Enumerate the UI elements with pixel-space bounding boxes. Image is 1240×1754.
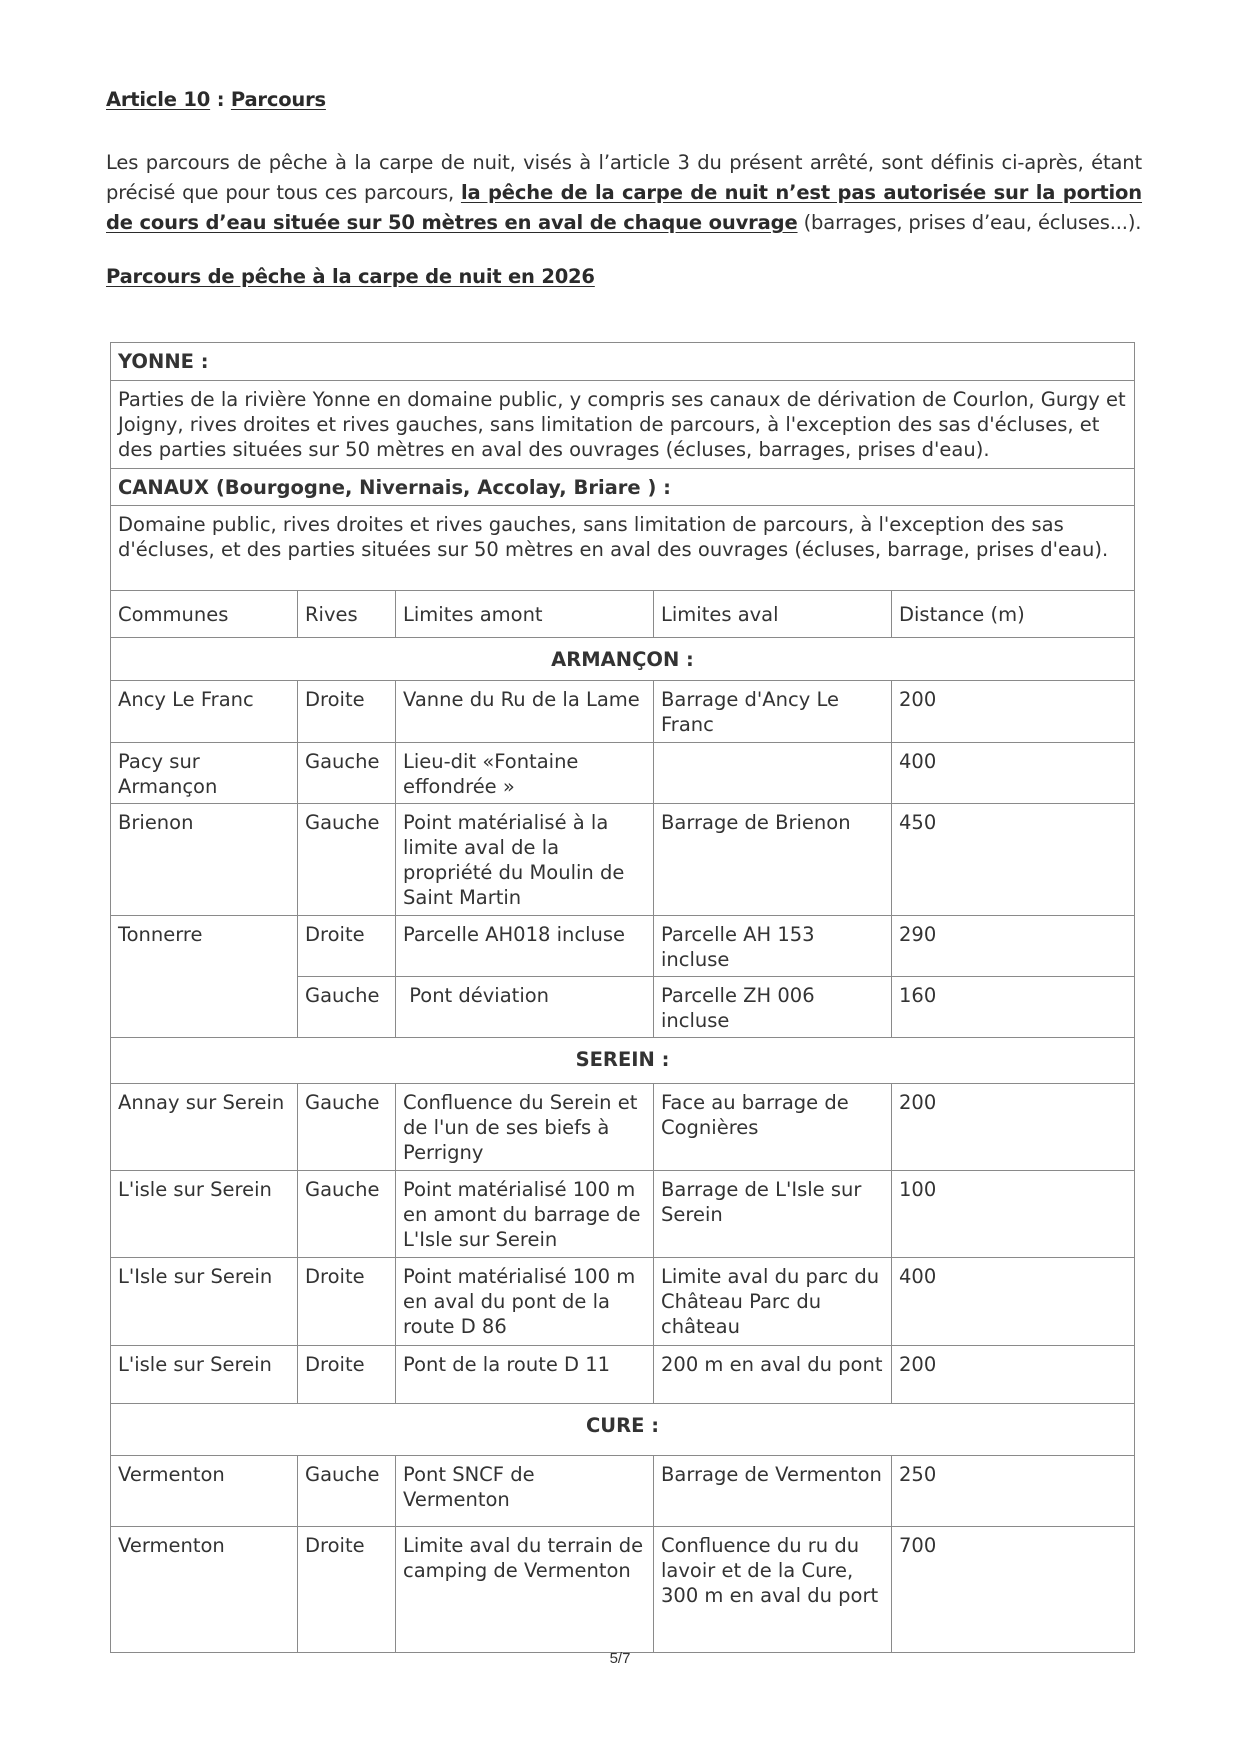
river-section-serein: SEREIN : — [111, 1038, 1135, 1084]
intro-paragraph — [106, 148, 1142, 238]
cell-commune: Tonnerre — [111, 916, 298, 1038]
cell-rive: Gauche — [298, 1171, 396, 1258]
cell-limite-aval: Barrage d'Ancy Le Franc — [654, 681, 892, 743]
cell-rive: Droite — [298, 1346, 396, 1404]
cell-limite-amont: Point matérialisé 100 m en amont du barrage de L'Isle sur Serein — [396, 1171, 654, 1258]
cell-commune: Vermenton — [111, 1527, 298, 1653]
cell-limite-aval: Barrage de L'Isle sur Serein — [654, 1171, 892, 1258]
table-row — [111, 1527, 1135, 1653]
cell-distance: 290 — [892, 916, 1135, 977]
cell-limite-aval: Face au barrage de Cognières — [654, 1084, 892, 1171]
cell-commune: Vermenton — [111, 1456, 298, 1527]
table-row — [111, 743, 1135, 804]
intro-text-before: Les parcours de pêche à la carpe de nuit, visés à l’article 3 du présent arrêté, sont définis ci-après, étant précisé que pour tous ces parcours, — [106, 151, 1142, 204]
article-title: Parcours — [230, 88, 326, 111]
cell-limite-aval: 200 m en aval du pont — [654, 1346, 892, 1404]
cell-distance: 200 — [892, 681, 1135, 743]
column-header-distance: Distance (m) — [892, 591, 1135, 638]
table-row — [111, 804, 1135, 916]
river-section-cure: CURE : — [111, 1404, 1135, 1456]
article-heading — [106, 88, 326, 111]
cell-distance: 200 — [892, 1084, 1135, 1171]
table-header-row — [111, 591, 1135, 638]
page-number: 5/7 — [609, 1650, 631, 1667]
cell-limite-amont: Limite aval du terrain de camping de Vermenton — [396, 1527, 654, 1653]
canaux-title-row — [111, 469, 1135, 506]
table-row — [111, 1171, 1135, 1258]
cell-distance: 700 — [892, 1527, 1135, 1653]
cell-distance: 100 — [892, 1171, 1135, 1258]
column-header-communes: Communes — [111, 591, 298, 638]
cell-distance: 400 — [892, 1258, 1135, 1346]
canaux-description-row — [111, 506, 1135, 591]
table-row — [111, 1258, 1135, 1346]
cell-commune: Ancy Le Franc — [111, 681, 298, 743]
routes-subheading: Parcours de pêche à la carpe de nuit en 2026 — [106, 265, 595, 288]
cell-distance: 250 — [892, 1456, 1135, 1527]
table-row — [111, 1456, 1135, 1527]
cell-rive: Gauche — [298, 743, 396, 804]
cell-limite-amont: Point matérialisé 100 m en aval du pont de la route D 86 — [396, 1258, 654, 1346]
cell-rive: Droite — [298, 1527, 396, 1653]
article-number: Article 10 — [106, 88, 211, 111]
column-header-limites-aval: Limites aval — [654, 591, 892, 638]
cell-commune: L'Isle sur Serein — [111, 1258, 298, 1346]
river-section-row — [111, 1038, 1135, 1084]
cell-distance: 400 — [892, 743, 1135, 804]
cell-limite-aval: Barrage de Brienon — [654, 804, 892, 916]
cell-distance: 200 — [892, 1346, 1135, 1404]
table-row — [111, 1084, 1135, 1171]
river-section-row — [111, 1404, 1135, 1456]
cell-limite-amont: Pont déviation — [396, 977, 654, 1038]
yonne-description: Parties de la rivière Yonne en domaine public, y compris ses canaux de dérivation de Courlon, Gurgy et Joigny, rives droites et rives gauches, sans limitation de parcours, à l'exception des sas d'écluses, et des parties situées sur 50 mètres en aval des ouvrages (écluses, barrages, prises d'eau). — [111, 381, 1135, 469]
yonne-description-row — [111, 381, 1135, 469]
cell-limite-amont: Vanne du Ru de la Lame — [396, 681, 654, 743]
yonne-title-row — [111, 343, 1135, 381]
cell-rive: Gauche — [298, 1084, 396, 1171]
cell-commune: Brienon — [111, 804, 298, 916]
canaux-title: CANAUX (Bourgogne, Nivernais, Accolay, Briare ) : — [111, 469, 1135, 506]
river-section-row — [111, 638, 1135, 681]
cell-rive: Gauche — [298, 1456, 396, 1527]
table-row — [111, 1346, 1135, 1404]
yonne-title: YONNE : — [111, 343, 1135, 381]
article-separator: : — [210, 88, 231, 111]
cell-limite-aval: Limite aval du parc du Château Parc du château — [654, 1258, 892, 1346]
intro-text-after: (barrages, prises d’eau, écluses...). — [797, 211, 1142, 234]
cell-rive: Droite — [298, 1258, 396, 1346]
cell-limite-aval: Confluence du ru du lavoir et de la Cure, 300 m en aval du port — [654, 1527, 892, 1653]
cell-limite-amont: Pont SNCF de Vermenton — [396, 1456, 654, 1527]
cell-limite-aval: Parcelle ZH 006 incluse — [654, 977, 892, 1038]
river-section-armancon: ARMANÇON : — [111, 638, 1135, 681]
cell-limite-amont: Lieu-dit «Fontaine effondrée » — [396, 743, 654, 804]
column-header-limites-amont: Limites amont — [396, 591, 654, 638]
cell-commune: L'isle sur Serein — [111, 1171, 298, 1258]
cell-limite-aval: Parcelle AH 153 incluse — [654, 916, 892, 977]
cell-limite-amont: Parcelle AH018 incluse — [396, 916, 654, 977]
table-row — [111, 681, 1135, 743]
column-header-rives: Rives — [298, 591, 396, 638]
cell-commune: Annay sur Serein — [111, 1084, 298, 1171]
cell-rive: Gauche — [298, 977, 396, 1038]
cell-limite-amont: Pont de la route D 11 — [396, 1346, 654, 1404]
canaux-description: Domaine public, rives droites et rives gauches, sans limitation de parcours, à l'exception des sas d'écluses, et des parties situées sur 50 mètres en aval des ouvrages (écluses, barrage, prises d'eau). — [111, 506, 1135, 591]
cell-rive: Droite — [298, 681, 396, 743]
cell-rive: Droite — [298, 916, 396, 977]
cell-commune: L'isle sur Serein — [111, 1346, 298, 1404]
cell-limite-amont: Point matérialisé à la limite aval de la propriété du Moulin de Saint Martin — [396, 804, 654, 916]
cell-distance: 450 — [892, 804, 1135, 916]
cell-limite-amont: Confluence du Serein et de l'un de ses biefs à Perrigny — [396, 1084, 654, 1171]
intro-text-emphasis: la pêche de la carpe de nuit n’est pas autorisée sur la portion de cours d’eau située sur 50 mètres en aval de chaque ouvrage — [106, 181, 1143, 234]
cell-commune: Pacy sur Armançon — [111, 743, 298, 804]
table-row — [111, 916, 1135, 977]
cell-distance: 160 — [892, 977, 1135, 1038]
routes-table — [110, 342, 1135, 1653]
cell-limite-aval — [654, 743, 892, 804]
cell-rive: Gauche — [298, 804, 396, 916]
cell-limite-aval: Barrage de Vermenton — [654, 1456, 892, 1527]
